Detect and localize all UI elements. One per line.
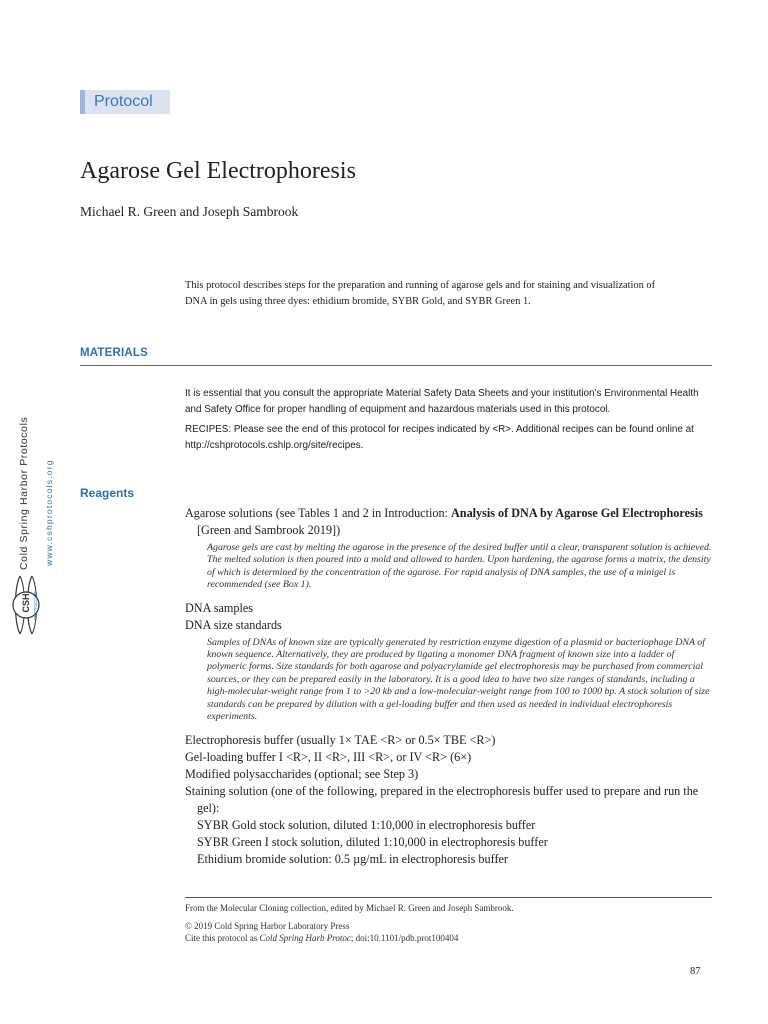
reagent-dna-samples: DNA samples — [185, 600, 254, 615]
footer-collection: From the Molecular Cloning collection, edited by Michael R. Green and Joseph Sambrook. — [185, 903, 514, 913]
footer-cite-journal: Cold Spring Harb Protoc — [259, 933, 351, 943]
authors: Michael R. Green and Joseph Sambrook — [80, 204, 299, 219]
reagent-electrophoresis-buffer: Electrophoresis buffer (usually 1× TAE <R> or 0.5× TBE <R>) — [185, 733, 496, 748]
reagent-agarose — [185, 505, 715, 539]
csh-logo — [12, 572, 52, 638]
stain-option: SYBR Gold stock solution, diluted 1:10,000 in electrophoresis buffer — [197, 818, 536, 833]
protocol-tag: Protocol — [85, 90, 170, 114]
reagent-agarose-post: [Green and Sambrook 2019]) — [197, 523, 341, 537]
csh-logo-icon — [12, 572, 52, 638]
reagent-polysaccharides: Modified polysaccharides (optional; see Step 3) — [185, 767, 419, 782]
reagents-heading: Reagents — [80, 486, 135, 500]
side-brand-text: Cold Spring Harbor Protocols — [18, 416, 30, 570]
reagent-staining-solution: Staining solution (one of the following, prepared in the electrophoresis buffer used to prepare and run the gel): — [185, 784, 699, 816]
footer-cite-pre: Cite this protocol as — [185, 933, 260, 943]
page-title: Agarose Gel Electrophoresis — [80, 158, 356, 184]
section-divider — [80, 365, 712, 366]
footer-divider — [185, 897, 712, 898]
safety-note: It is essential that you consult the appropriate Material Safety Data Sheets and your institution’s Environmental Health and Safety Office for proper handling of equipment and hazardous materials used in this protocol. — [185, 388, 699, 415]
logo-subtext — [33, 610, 38, 620]
stain-option: SYBR Green I stock solution, diluted 1:10,000 in electrophoresis buffer — [197, 835, 548, 850]
reagents-list — [185, 505, 715, 868]
reagent-gel-loading-buffer: Gel-loading buffer I <R>, II <R>, III <R>, or IV <R> (6×) — [185, 750, 472, 765]
dna-standards-note: Samples of DNAs of known size are typically generated by restriction enzyme digestion of a plasmid or bacteriophage DNA of known sequence. Alternatively, they are produced by ligating a monomer DNA fragment of known size into a ladder of polymeric forms. Size standards for both agarose and polyacrylamide gel electrophoresis may be purchased from commercial sources, or they can be prepared easily in the laboratory. It is a good idea to have two size ranges of standards, including a high-molecular-weight range from 1 to >20 kb and a low-molecular-weight range from 100 to 1000 bp. A stock solution of size standards can be prepared by dilution with a gel-loading buffer and then used as needed in individual electrophoresis experiments. — [207, 636, 710, 723]
reagent-dna-standards: DNA size standards — [185, 617, 282, 632]
recipes-note: RECIPES: Please see the end of this protocol for recipes indicated by <R>. Additional recipes can be found online at http://cshprotocols.cshlp.org/site/recipes. — [185, 424, 694, 451]
materials-heading: MATERIALS — [80, 347, 149, 359]
footer-copyright: © 2019 Cold Spring Harbor Laboratory Press — [185, 921, 350, 931]
reagent-agarose-ref: Analysis of DNA by Agarose Gel Electrophoresis — [450, 506, 703, 520]
footer-cite-doi: ; doi:10.1101/pdb.prot100404 — [350, 933, 459, 943]
reagent-agarose-pre: Agarose solutions (see Tables 1 and 2 in Introduction: — [185, 506, 451, 520]
page-number: 87 — [690, 966, 701, 977]
abstract: This protocol describes steps for the preparation and running of agarose gels and for staining and visualization of DNA in gels using three dyes: ethidium bromide, SYBR Gold, and SYBR Green 1. — [185, 280, 656, 307]
side-brand — [18, 410, 32, 570]
side-url-text[interactable]: www.cshprotocols.org — [44, 459, 54, 566]
logo-text: CSH — [21, 593, 31, 613]
footer-citation — [185, 933, 715, 945]
agarose-note: Agarose gels are cast by melting the agarose in the presence of the desired buffer until a clear, transparent solution is achieved. The melted solution is then poured into a mold and allowed to harden. Upon hardening, the agarose forms a matrix, the density of which is determined by the concentration of the agarose. For rapid analysis of DNA samples, the use of a minigel is recommended (see Box 1). — [207, 542, 712, 591]
side-url[interactable] — [44, 460, 56, 590]
stain-option: Ethidium bromide solution: 0.5 µg/mL in electrophoresis buffer — [197, 852, 508, 867]
